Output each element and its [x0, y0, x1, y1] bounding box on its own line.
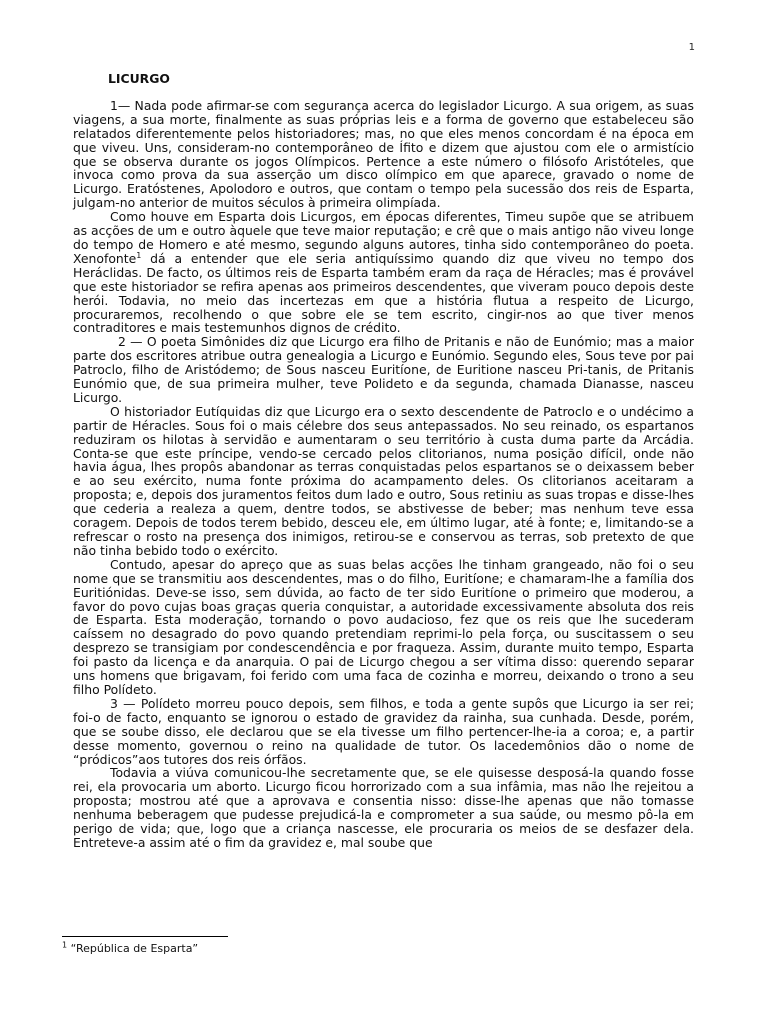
paragraph-2-text-a: Como houve em Esparta dois Licurgos, em épocas diferentes, Timeu supõe que se atribuem as acções de um e outro àquele que teve maior reputação; e crê que o mais antigo não viveu longe do tempo de Homero e até mesmo, segundo alguns autores, tinha sido contemporâneo do poeta. Xenofonte [73, 209, 694, 266]
chapter-title: LICURGO [108, 71, 170, 86]
footnote-reference[interactable]: 1 [136, 250, 142, 260]
footnote-mark: 1 [62, 940, 68, 950]
body-text [73, 72, 694, 850]
paragraph-6: 3 — Polídeto morreu pouco depois, sem filhos, e toda a gente supôs que Licurgo ia ser rei; foi-o de facto, enquanto se ignorou o estado de gravidez da rainha, sua cunhada. Desde, porém, que se soube disso, ele declarou que se ela tivesse um filho pertencer-lhe-ia a coroa; e, a partir desse momento, governou o reino na qualidade de tutor. Os lacedemônios dão o nome de “pródicos”aos tutores dos reis órfãos. [73, 695, 694, 767]
page-number: 1 [688, 42, 695, 53]
paragraph-1: 1— Nada pode afirmar-se com segurança acerca do legislador Licurgo. A sua origem, as suas viagens, a sua morte, finalmente as suas próprias leis e a forma de governo que estabeleceu são relatados diferentemente pelos historiadores; mas, no que eles menos concordam é na época em que viveu. Uns, consideram-no contemporâneo de Ífito e dizem que ajustou com ele o armistício que se observa durante os jogos Olímpicos. Pertence a este número o filósofo Aristóteles, que invoca como prova da sua asserção um disco olímpico em que aparece, gravado o nome de Licurgo. Eratóstenes, Apolodoro e outros, que contam o tempo pela sucessão dos reis de Esparta, julgam-no anterior de muitos séculos à primeira olimpíada. [73, 97, 694, 211]
paragraph-2-text-b: dá a entender que ele seria antiquíssimo quando diz que viveu no tempo dos Heráclidas. De facto, os últimos reis de Esparta também eram da raça de Héracles; mas é provável que este historiador se refira apenas aos primeiros descendentes, que viveram pouco depois deste herói. Todavia, no meio das incertezas em que a história flutua a respeito de Licurgo, procuraremos, recolhendo o que sobre ele se tem escrito, cingir-nos ao que tiver menos contraditores e mais testemunhos dignos de crédito. [73, 250, 694, 336]
footnote-divider [62, 936, 228, 937]
paragraph-5: Contudo, apesar do apreço que as suas belas acções lhe tinham grangeado, não foi o seu nome que se transmitiu aos descendentes, mas o do filho, Euritíone; e chamaram-lhe a família dos Euritiónidas. Deve-se isso, sem dúvida, ao facto de ter sido Euritíone o primeiro que moderou, a favor do povo cujas boas graças queria conquistar, a autoridade excessivamente absoluta dos reis de Esparta. Esta moderação, tornando o povo audacioso, fez que os reis que lhe sucederam caíssem no desagrado do povo quando pretendiam reprimi-lo pela força, ou suscitassem o seu desprezo se transigiam por condescendência e por fraqueza. Assim, durante muito tempo, Esparta foi pasto da licença e da anarquia. O pai de Licurgo chegou a ser vítima disso: querendo separar uns homens que brigavam, foi ferido com uma faca de cozinha e morreu, deixando o trono a seu filho Polídeto. [73, 556, 694, 697]
paragraph-7: Todavia a viúva comunicou-lhe secretamente que, se ele quisesse desposá-la quando fosse rei, ela provocaria um aborto. Licurgo ficou horrorizado com a sua infâmia, mas não lhe rejeitou a proposta; mostrou até que a aprovava e consentia nisso: disse-lhe apenas que não tomasse nenhuma beberagem que pudesse prejudicá-la e comprometer a sua saúde, ou mesmo pô-la em perigo de vida; que, logo que a criança nascesse, ele procuraria os meios de se desfazer dela. Entreteve-a assim até o fim da gravidez e, mal soube que [73, 765, 694, 850]
paragraph-3: 2 — O poeta Simônides diz que Licurgo era filho de Pritanis e não de Eunómio; mas a maior parte dos escritores atribue outra genealogia a Licurgo e Eunómio. Segundo eles, Sous teve por pai Patroclo, filho de Aristódemo; de Sous nasceu Euritíone, de Euritione nasceu Pri-tanis, de Pritanis Eunómio que, de sua primeira mulher, teve Polideto e da segunda, chamada Dianasse, nasceu Licurgo. [73, 334, 694, 405]
paragraph-4: O historiador Eutíquidas diz que Licurgo era o sexto descendente de Patroclo e o undécimo a partir de Héracles. Sous foi o mais célebre dos seus antepassados. No seu reinado, os espartanos reduziram os hilotas à servidão e aumentaram o seu território à custa duma parte da Arcádia. Conta-se que este príncipe, vendo-se cercado pelos clitorianos, numa posição difícil, onde não havia água, lhes propôs abandonar as terras conquistadas pelos espartanos se o deixassem beber e ao seu exército, numa fonte próxima do acampamento deles. Os clitorianos aceitaram a proposta; e, depois dos juramentos feitos dum lado e outro, Sous retiniu as suas tropas e disse-lhes que cederia a realeza a quem, dentre todos, se abstivesse de beber; mas nenhum teve essa coragem. Depois de todos terem bebido, desceu ele, em último lugar, até à fonte; e, limitando-se a refrescar o rosto na presença dos inimigos, retirou-se e conservou as terras, sob pretexto de que não tinha bebido todo o exército. [73, 403, 694, 558]
footnote [62, 942, 198, 955]
footnote-text: “República de Esparta” [67, 942, 199, 955]
paragraph-2 [73, 210, 694, 335]
